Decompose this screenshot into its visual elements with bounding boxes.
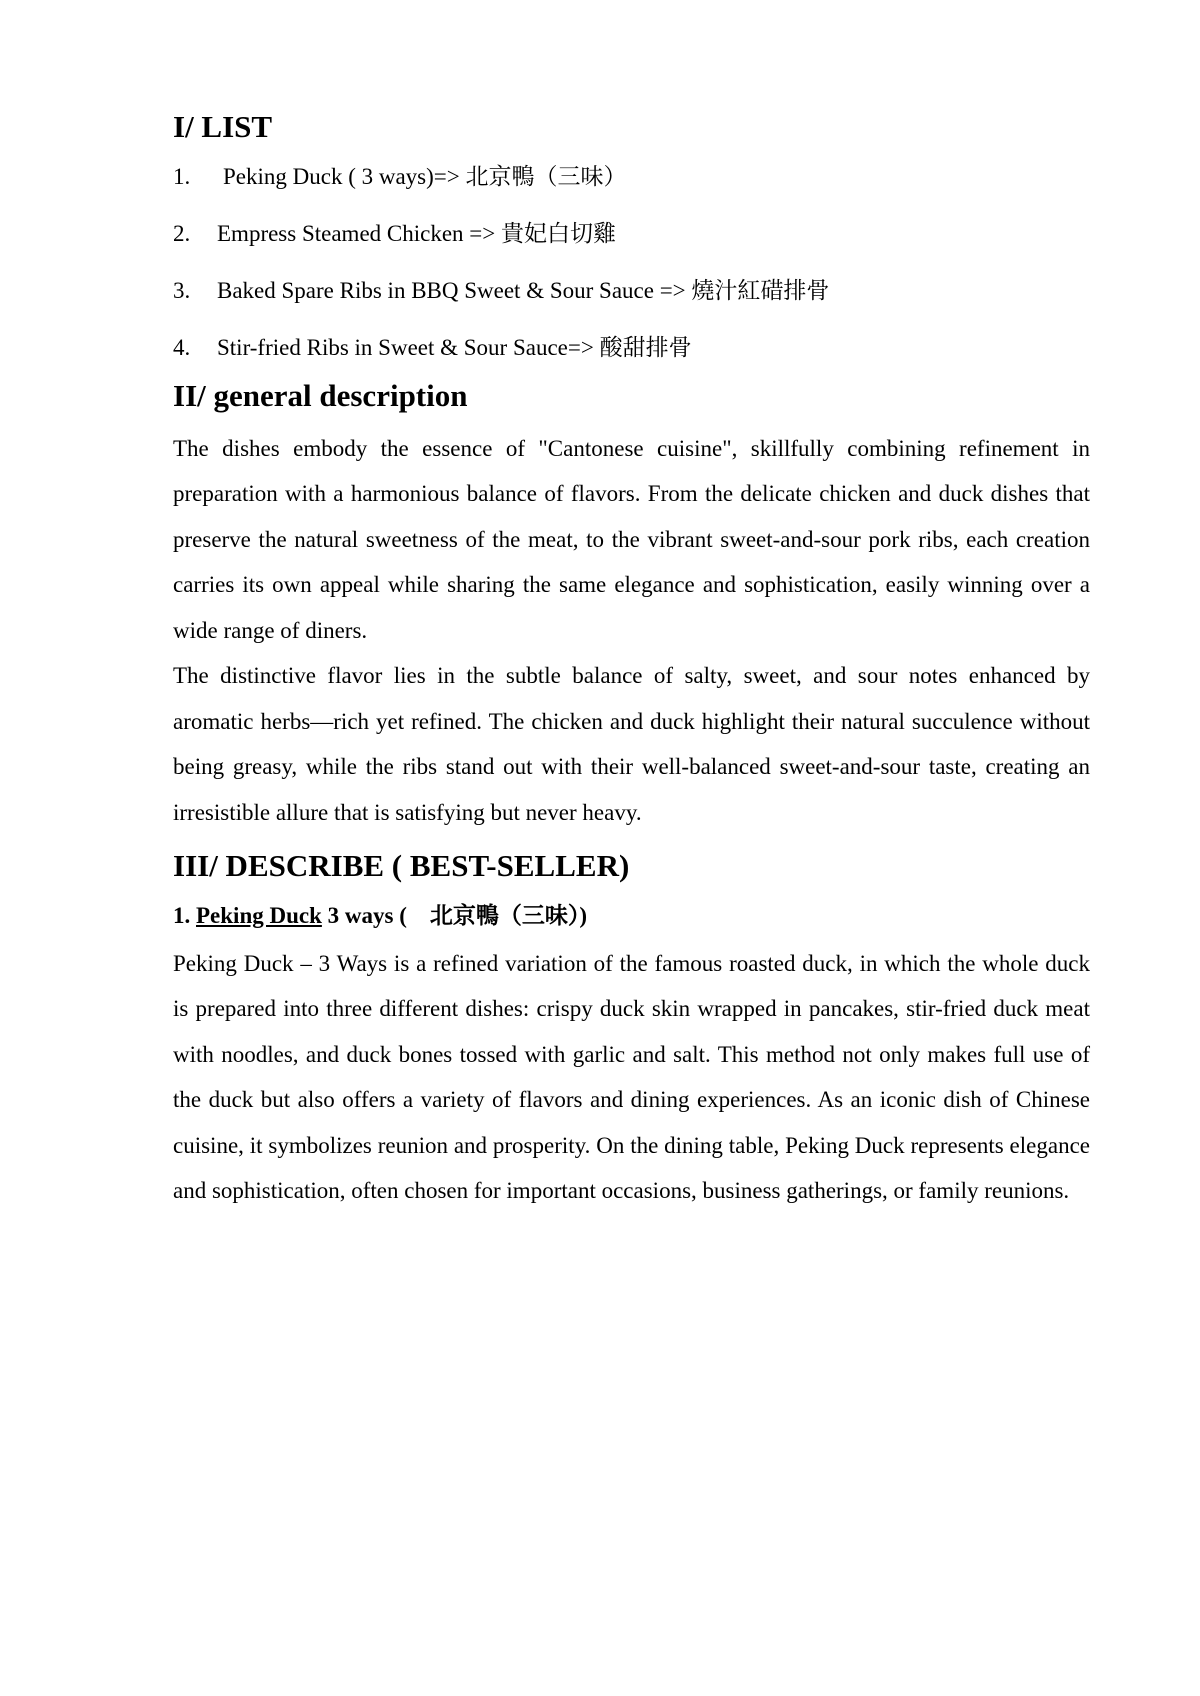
dish-name: Peking Duck xyxy=(196,902,322,928)
list-item xyxy=(173,161,1090,192)
description-paragraph-2: The distinctive flavor lies in the subtle balance of salty, sweet, and sour notes enhanced by aromatic herbs—rich yet refined. The chicken and duck highlight their natural succulence without being greasy, while the ribs stand out with their well-balanced sweet-and-sour taste, creating an irresistible allure that is satisfying but never heavy. xyxy=(173,663,1090,825)
section-list-heading: I/ LIST xyxy=(173,109,273,144)
description-paragraph-1: The dishes embody the essence of "Cantonese cuisine", skillfully combining refinement in preparation with a harmonious balance of flavors. From the delicate chicken and duck dishes that preserve the natural sweetness of the meat, to the vibrant sweet-and-sour pork ribs, each creation carries its own appeal while sharing the same elegance and sophistication, easily winning over a wide range of diners. xyxy=(173,435,1090,643)
list-item-number: 3. xyxy=(173,277,191,303)
list-item-text: Stir-fried Ribs in Sweet & Sour Sauce=> 酸甜排骨 xyxy=(217,334,692,360)
list-item-number: 4. xyxy=(173,334,191,360)
list-item xyxy=(173,332,1090,363)
dish-description-paragraph: Peking Duck – 3 Ways is a refined variation of the famous roasted duck, in which the whole duck is prepared into three different dishes: crispy duck skin wrapped in pancakes, stir-fried duck meat with noodles, and duck bones tossed with garlic and salt. This method not only makes full use of the duck but also offers a variety of flavors and dining experiences. As an iconic dish of Chinese cuisine, it symbolizes reunion and prosperity. On the dining table, Peking Duck represents elegance and sophistication, often chosen for important occasions, business gatherings, or family reunions. xyxy=(173,950,1090,1204)
section-describe-heading: III/ DESCRIBE ( BEST-SELLER) xyxy=(173,848,630,883)
list-item-text: Baked Spare Ribs in BBQ Sweet & Sour Sauce => 燒汁紅碏排骨 xyxy=(217,277,830,303)
section-description-heading: II/ general description xyxy=(173,377,468,413)
list-item xyxy=(173,275,1090,306)
dish-number: 1. xyxy=(173,902,191,928)
dish-subheading xyxy=(173,900,1090,931)
document-body xyxy=(173,108,1090,1214)
dish-name-suffix: 3 ways ( 北京鴨（三味）) xyxy=(327,902,588,928)
list-item-text: Empress Steamed Chicken => 貴妃白切雞 xyxy=(217,220,616,246)
list-item-number: 1. xyxy=(173,163,191,189)
list-item xyxy=(173,218,1090,249)
list-item-text: Peking Duck ( 3 ways)=> 北京鴨（三味） xyxy=(223,163,627,189)
list-item-number: 2. xyxy=(173,220,191,246)
dish-list xyxy=(173,161,1090,363)
